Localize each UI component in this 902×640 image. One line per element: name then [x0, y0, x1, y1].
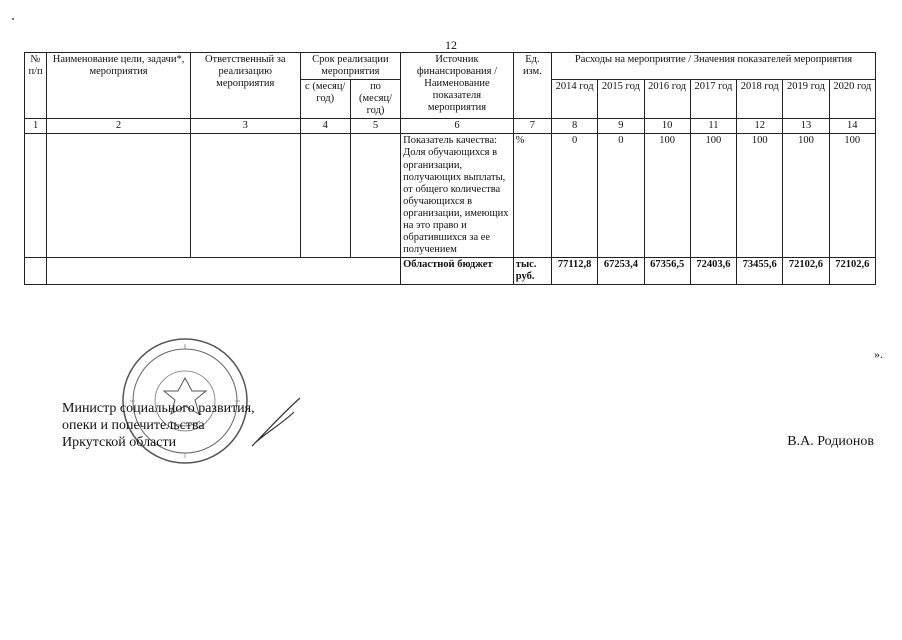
indicator-unit: %	[513, 134, 551, 258]
header-col-period: Срок реализации мероприятия	[300, 53, 401, 80]
column-number: 3	[190, 119, 300, 134]
column-number: 7	[513, 119, 551, 134]
indicator-value: 100	[644, 134, 690, 258]
header-col-expenses: Расходы на мероприятие / Значения показателей мероприятия	[552, 53, 876, 80]
budget-value: 72403,6	[690, 258, 736, 285]
budget-row	[25, 258, 876, 285]
activities-table	[24, 52, 876, 285]
empty-cell	[300, 134, 350, 258]
column-numbers-row	[25, 119, 876, 134]
indicator-value: 100	[690, 134, 736, 258]
header-col-source: Источник финансирования / Наименование показателя мероприятия	[401, 53, 514, 119]
header-year: 2017 год	[690, 80, 736, 119]
empty-cell	[350, 134, 400, 258]
column-number: 5	[350, 119, 400, 134]
header-year: 2016 год	[644, 80, 690, 119]
indicator-row	[25, 134, 876, 258]
indicator-label: Показатель качества: Доля обучающихся в организации, получающих выплаты, от общего количества обучающихся в организации, имеющих на это право и обратившихся за ее получением	[401, 134, 514, 258]
column-number: 10	[644, 119, 690, 134]
budget-value: 72102,6	[829, 258, 875, 285]
header-col-unit: Ед. изм.	[513, 53, 551, 119]
closing-quote-mark: ».	[874, 347, 883, 361]
indicator-value: 0	[598, 134, 644, 258]
empty-cell	[25, 258, 47, 285]
budget-value: 67253,4	[598, 258, 644, 285]
column-number: 2	[47, 119, 191, 134]
header-col-name: Наименование цели, задачи*, мероприятия	[47, 53, 191, 119]
column-number: 12	[737, 119, 783, 134]
column-number: 8	[552, 119, 598, 134]
signatory-title-line: Иркутской области	[62, 435, 177, 450]
column-number: 4	[300, 119, 350, 134]
column-number: 13	[783, 119, 829, 134]
header-col-responsible: Ответственный за реализацию мероприятия	[190, 53, 300, 119]
budget-label: Областной бюджет	[401, 258, 514, 285]
column-number: 9	[598, 119, 644, 134]
signatory-title-line: Министр социального развития,	[62, 401, 255, 416]
indicator-value: 100	[737, 134, 783, 258]
empty-cell	[47, 134, 191, 258]
signatory-title-line: опеки и попечительства	[62, 418, 205, 433]
indicator-value: 0	[552, 134, 598, 258]
signatory-name: В.А. Родионов	[787, 434, 874, 449]
header-col-num: № п/п	[25, 53, 47, 119]
header-period-from: с (месяц/ год)	[300, 80, 350, 119]
handwritten-signature	[248, 392, 308, 452]
empty-cell	[25, 134, 47, 258]
header-year: 2020 год	[829, 80, 875, 119]
budget-value: 77112,8	[552, 258, 598, 285]
header-year: 2019 год	[783, 80, 829, 119]
indicator-value: 100	[783, 134, 829, 258]
indicator-value: 100	[829, 134, 875, 258]
column-number: 1	[25, 119, 47, 134]
column-number: 6	[401, 119, 514, 134]
budget-value: 73455,6	[737, 258, 783, 285]
empty-cell	[190, 134, 300, 258]
signatory-title	[62, 400, 255, 451]
budget-unit: тыс. руб.	[513, 258, 551, 285]
column-number: 14	[829, 119, 875, 134]
empty-cell	[47, 258, 401, 285]
scan-mark	[12, 18, 14, 20]
header-year: 2018 год	[737, 80, 783, 119]
budget-value: 72102,6	[783, 258, 829, 285]
header-year: 2015 год	[598, 80, 644, 119]
header-period-to: по (месяц/ год)	[350, 80, 400, 119]
header-year: 2014 год	[552, 80, 598, 119]
budget-value: 67356,5	[644, 258, 690, 285]
header-row-1	[25, 53, 876, 80]
page-number: 12	[445, 38, 457, 52]
column-number: 11	[690, 119, 736, 134]
